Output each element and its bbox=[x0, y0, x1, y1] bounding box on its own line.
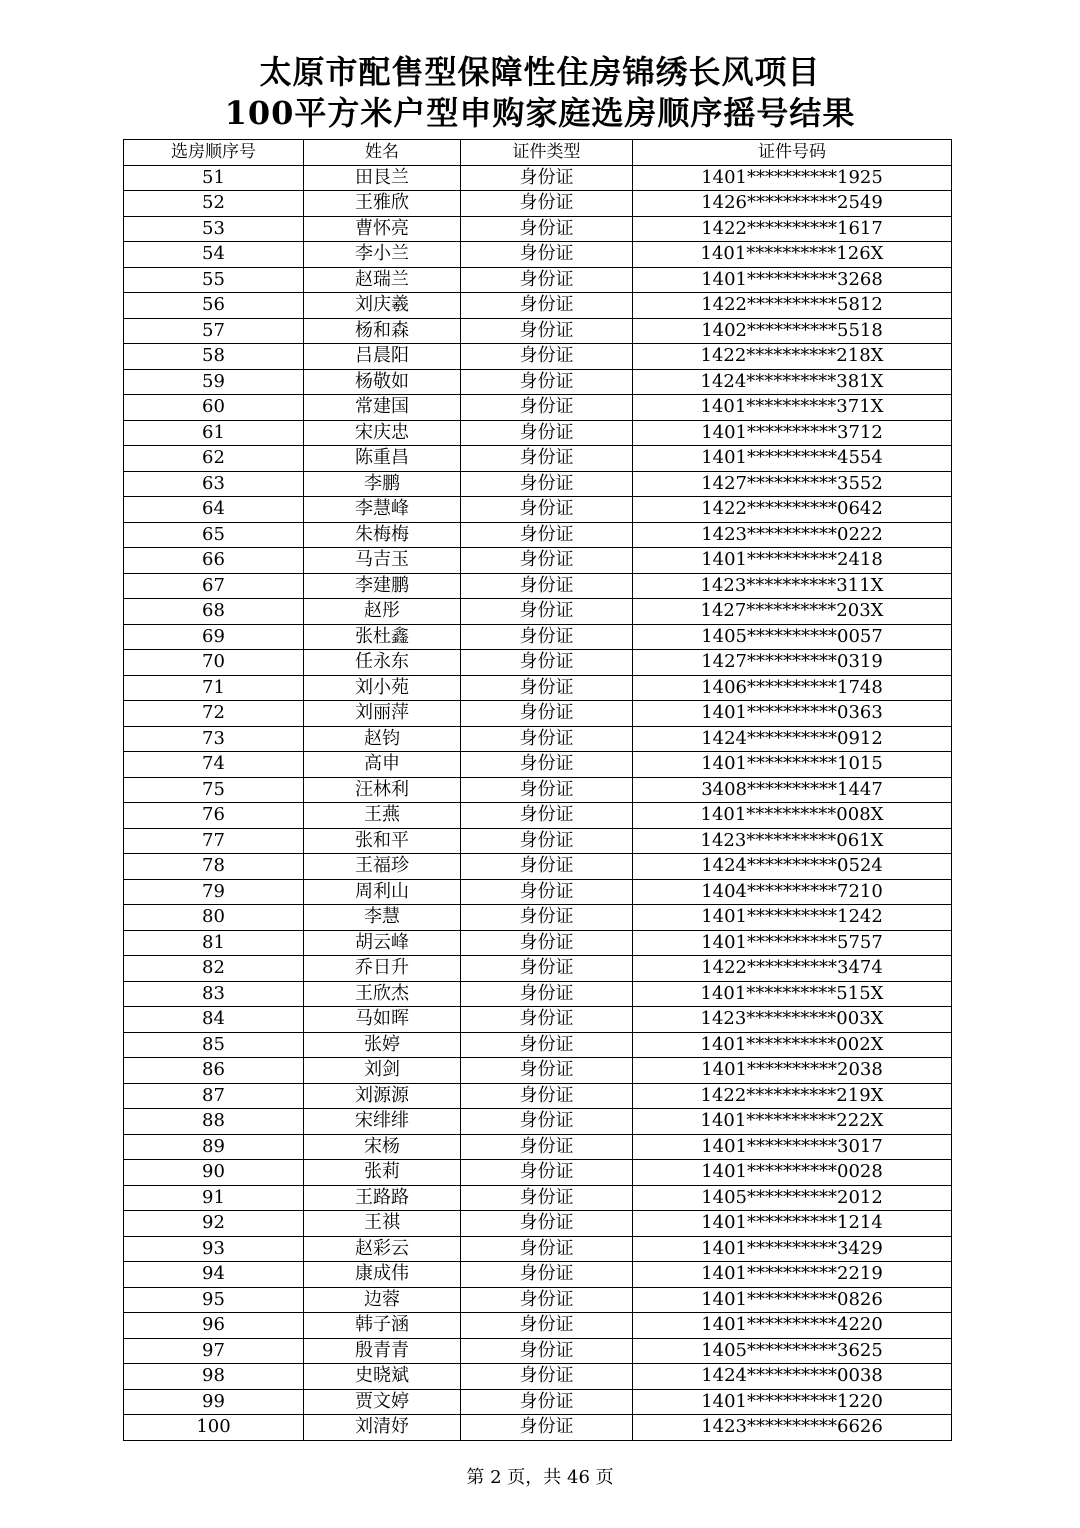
order-number-cell: 52 bbox=[124, 191, 304, 217]
id-type-cell: 身份证 bbox=[461, 599, 633, 625]
id-type-cell: 身份证 bbox=[461, 497, 633, 523]
table-row bbox=[124, 1415, 952, 1441]
name-cell: 张和平 bbox=[304, 828, 461, 854]
id-number-cell: 1423**********003X bbox=[633, 1007, 952, 1033]
id-type-cell: 身份证 bbox=[461, 344, 633, 370]
order-number-cell: 92 bbox=[124, 1211, 304, 1237]
id-number-cell: 1401**********2038 bbox=[633, 1058, 952, 1084]
id-type-cell: 身份证 bbox=[461, 1109, 633, 1135]
order-number-cell: 93 bbox=[124, 1236, 304, 1262]
id-type-cell: 身份证 bbox=[461, 216, 633, 242]
id-number-cell: 1423**********311X bbox=[633, 573, 952, 599]
name-cell: 吕晨阳 bbox=[304, 344, 461, 370]
name-cell: 高申 bbox=[304, 752, 461, 778]
table-row bbox=[124, 369, 952, 395]
order-number-cell: 89 bbox=[124, 1134, 304, 1160]
id-number-cell: 1424**********0038 bbox=[633, 1364, 952, 1390]
id-number-cell: 1401**********0028 bbox=[633, 1160, 952, 1186]
name-cell: 康成伟 bbox=[304, 1262, 461, 1288]
name-cell: 常建国 bbox=[304, 395, 461, 421]
header-id-number: 证件号码 bbox=[633, 140, 952, 166]
order-number-cell: 64 bbox=[124, 497, 304, 523]
name-cell: 李鹏 bbox=[304, 471, 461, 497]
order-number-cell: 74 bbox=[124, 752, 304, 778]
id-type-cell: 身份证 bbox=[461, 726, 633, 752]
name-cell: 马吉玉 bbox=[304, 548, 461, 574]
page-number-footer: 第 2 页，共 46 页 bbox=[466, 1467, 614, 1488]
order-number-cell: 100 bbox=[124, 1415, 304, 1441]
id-number-cell: 1427**********203X bbox=[633, 599, 952, 625]
order-number-cell: 88 bbox=[124, 1109, 304, 1135]
table-row bbox=[124, 318, 952, 344]
name-cell: 边蓉 bbox=[304, 1287, 461, 1313]
id-number-cell: 1401**********2219 bbox=[633, 1262, 952, 1288]
order-number-cell: 82 bbox=[124, 956, 304, 982]
id-type-cell: 身份证 bbox=[461, 1083, 633, 1109]
name-cell: 张婷 bbox=[304, 1032, 461, 1058]
table-row bbox=[124, 1338, 952, 1364]
order-number-cell: 94 bbox=[124, 1262, 304, 1288]
order-number-cell: 73 bbox=[124, 726, 304, 752]
id-number-cell: 1401**********3268 bbox=[633, 267, 952, 293]
id-number-cell: 1401**********4220 bbox=[633, 1313, 952, 1339]
id-type-cell: 身份证 bbox=[461, 981, 633, 1007]
table-row bbox=[124, 1032, 952, 1058]
id-number-cell: 1404**********7210 bbox=[633, 879, 952, 905]
id-number-cell: 1401**********002X bbox=[633, 1032, 952, 1058]
order-number-cell: 62 bbox=[124, 446, 304, 472]
table-row bbox=[124, 1236, 952, 1262]
id-type-cell: 身份证 bbox=[461, 548, 633, 574]
id-number-cell: 1401**********4554 bbox=[633, 446, 952, 472]
header-id-type: 证件类型 bbox=[461, 140, 633, 166]
name-cell: 李慧 bbox=[304, 905, 461, 931]
id-type-cell: 身份证 bbox=[461, 1134, 633, 1160]
table-row bbox=[124, 420, 952, 446]
id-number-cell: 1405**********2012 bbox=[633, 1185, 952, 1211]
table-row bbox=[124, 1185, 952, 1211]
table-row bbox=[124, 267, 952, 293]
name-cell: 宋庆忠 bbox=[304, 420, 461, 446]
order-number-cell: 58 bbox=[124, 344, 304, 370]
order-number-cell: 76 bbox=[124, 803, 304, 829]
name-cell: 朱梅梅 bbox=[304, 522, 461, 548]
name-cell: 汪林利 bbox=[304, 777, 461, 803]
table-row bbox=[124, 1211, 952, 1237]
table-row bbox=[124, 701, 952, 727]
header-order-number: 选房顺序号 bbox=[124, 140, 304, 166]
id-type-cell: 身份证 bbox=[461, 522, 633, 548]
order-number-cell: 78 bbox=[124, 854, 304, 880]
header-name: 姓名 bbox=[304, 140, 461, 166]
id-number-cell: 1405**********0057 bbox=[633, 624, 952, 650]
table-row bbox=[124, 1389, 952, 1415]
name-cell: 宋绯绯 bbox=[304, 1109, 461, 1135]
name-cell: 王祺 bbox=[304, 1211, 461, 1237]
id-type-cell: 身份证 bbox=[461, 879, 633, 905]
id-number-cell: 1401**********3429 bbox=[633, 1236, 952, 1262]
name-cell: 杨和森 bbox=[304, 318, 461, 344]
id-type-cell: 身份证 bbox=[461, 701, 633, 727]
order-number-cell: 87 bbox=[124, 1083, 304, 1109]
id-number-cell: 1423**********6626 bbox=[633, 1415, 952, 1441]
name-cell: 王福珍 bbox=[304, 854, 461, 880]
id-type-cell: 身份证 bbox=[461, 1338, 633, 1364]
order-number-cell: 61 bbox=[124, 420, 304, 446]
table-row bbox=[124, 1262, 952, 1288]
id-number-cell: 1424**********381X bbox=[633, 369, 952, 395]
name-cell: 李建鹏 bbox=[304, 573, 461, 599]
order-number-cell: 66 bbox=[124, 548, 304, 574]
id-type-cell: 身份证 bbox=[461, 956, 633, 982]
name-cell: 胡云峰 bbox=[304, 930, 461, 956]
name-cell: 周利山 bbox=[304, 879, 461, 905]
id-type-cell: 身份证 bbox=[461, 1160, 633, 1186]
name-cell: 杨敬如 bbox=[304, 369, 461, 395]
table-row bbox=[124, 777, 952, 803]
id-type-cell: 身份证 bbox=[461, 573, 633, 599]
name-cell: 张杜鑫 bbox=[304, 624, 461, 650]
table-row bbox=[124, 930, 952, 956]
id-type-cell: 身份证 bbox=[461, 446, 633, 472]
id-type-cell: 身份证 bbox=[461, 420, 633, 446]
order-number-cell: 75 bbox=[124, 777, 304, 803]
id-number-cell: 1406**********1748 bbox=[633, 675, 952, 701]
id-number-cell: 1422**********218X bbox=[633, 344, 952, 370]
table-row bbox=[124, 522, 952, 548]
name-cell: 刘小苑 bbox=[304, 675, 461, 701]
table-row bbox=[124, 905, 952, 931]
id-type-cell: 身份证 bbox=[461, 1389, 633, 1415]
id-type-cell: 身份证 bbox=[461, 930, 633, 956]
name-cell: 张莉 bbox=[304, 1160, 461, 1186]
name-cell: 李慧峰 bbox=[304, 497, 461, 523]
order-number-cell: 77 bbox=[124, 828, 304, 854]
order-number-cell: 59 bbox=[124, 369, 304, 395]
name-cell: 李小兰 bbox=[304, 242, 461, 268]
name-cell: 王路路 bbox=[304, 1185, 461, 1211]
id-number-cell: 1401**********371X bbox=[633, 395, 952, 421]
table-row bbox=[124, 828, 952, 854]
table-row bbox=[124, 726, 952, 752]
id-number-cell: 1401**********1015 bbox=[633, 752, 952, 778]
name-cell: 刘庆羲 bbox=[304, 293, 461, 319]
table-row bbox=[124, 956, 952, 982]
table-row bbox=[124, 1287, 952, 1313]
order-number-cell: 60 bbox=[124, 395, 304, 421]
id-type-cell: 身份证 bbox=[461, 242, 633, 268]
table-row bbox=[124, 1313, 952, 1339]
order-number-cell: 91 bbox=[124, 1185, 304, 1211]
id-type-cell: 身份证 bbox=[461, 752, 633, 778]
id-number-cell: 1401**********3712 bbox=[633, 420, 952, 446]
name-cell: 贾文婷 bbox=[304, 1389, 461, 1415]
name-cell: 乔日升 bbox=[304, 956, 461, 982]
id-type-cell: 身份证 bbox=[461, 1364, 633, 1390]
order-number-cell: 99 bbox=[124, 1389, 304, 1415]
lottery-results-table bbox=[123, 139, 952, 1441]
table-row bbox=[124, 803, 952, 829]
id-type-cell: 身份证 bbox=[461, 1007, 633, 1033]
id-type-cell: 身份证 bbox=[461, 777, 633, 803]
order-number-cell: 98 bbox=[124, 1364, 304, 1390]
order-number-cell: 90 bbox=[124, 1160, 304, 1186]
id-number-cell: 3408**********1447 bbox=[633, 777, 952, 803]
id-type-cell: 身份证 bbox=[461, 293, 633, 319]
id-number-cell: 1402**********5518 bbox=[633, 318, 952, 344]
id-number-cell: 1426**********2549 bbox=[633, 191, 952, 217]
id-number-cell: 1401**********3017 bbox=[633, 1134, 952, 1160]
order-number-cell: 57 bbox=[124, 318, 304, 344]
table-row bbox=[124, 293, 952, 319]
table-row bbox=[124, 650, 952, 676]
order-number-cell: 55 bbox=[124, 267, 304, 293]
id-type-cell: 身份证 bbox=[461, 1236, 633, 1262]
id-number-cell: 1401**********126X bbox=[633, 242, 952, 268]
id-type-cell: 身份证 bbox=[461, 1287, 633, 1313]
table-header-row bbox=[124, 140, 952, 166]
order-number-cell: 96 bbox=[124, 1313, 304, 1339]
order-number-cell: 69 bbox=[124, 624, 304, 650]
id-number-cell: 1401**********222X bbox=[633, 1109, 952, 1135]
id-number-cell: 1424**********0524 bbox=[633, 854, 952, 880]
table-row bbox=[124, 573, 952, 599]
name-cell: 任永东 bbox=[304, 650, 461, 676]
name-cell: 史晓斌 bbox=[304, 1364, 461, 1390]
id-number-cell: 1401**********2418 bbox=[633, 548, 952, 574]
id-number-cell: 1401**********008X bbox=[633, 803, 952, 829]
id-number-cell: 1401**********0363 bbox=[633, 701, 952, 727]
table-row bbox=[124, 1007, 952, 1033]
id-type-cell: 身份证 bbox=[461, 318, 633, 344]
id-type-cell: 身份证 bbox=[461, 1415, 633, 1441]
id-type-cell: 身份证 bbox=[461, 803, 633, 829]
id-type-cell: 身份证 bbox=[461, 1032, 633, 1058]
id-number-cell: 1422**********1617 bbox=[633, 216, 952, 242]
table-row bbox=[124, 446, 952, 472]
id-number-cell: 1424**********0912 bbox=[633, 726, 952, 752]
table-row bbox=[124, 675, 952, 701]
name-cell: 王燕 bbox=[304, 803, 461, 829]
id-type-cell: 身份证 bbox=[461, 624, 633, 650]
id-number-cell: 1401**********1214 bbox=[633, 1211, 952, 1237]
id-type-cell: 身份证 bbox=[461, 369, 633, 395]
order-number-cell: 84 bbox=[124, 1007, 304, 1033]
name-cell: 殷青青 bbox=[304, 1338, 461, 1364]
id-number-cell: 1422**********5812 bbox=[633, 293, 952, 319]
order-number-cell: 63 bbox=[124, 471, 304, 497]
table-row bbox=[124, 497, 952, 523]
id-number-cell: 1401**********515X bbox=[633, 981, 952, 1007]
order-number-cell: 51 bbox=[124, 165, 304, 191]
id-type-cell: 身份证 bbox=[461, 395, 633, 421]
table-row bbox=[124, 242, 952, 268]
table-row bbox=[124, 1058, 952, 1084]
table-body bbox=[124, 165, 952, 1440]
id-number-cell: 1401**********1925 bbox=[633, 165, 952, 191]
id-number-cell: 1427**********3552 bbox=[633, 471, 952, 497]
table-row bbox=[124, 879, 952, 905]
id-type-cell: 身份证 bbox=[461, 1058, 633, 1084]
id-number-cell: 1401**********0826 bbox=[633, 1287, 952, 1313]
order-number-cell: 67 bbox=[124, 573, 304, 599]
table-row bbox=[124, 624, 952, 650]
order-number-cell: 97 bbox=[124, 1338, 304, 1364]
name-cell: 马如晖 bbox=[304, 1007, 461, 1033]
order-number-cell: 53 bbox=[124, 216, 304, 242]
table-row bbox=[124, 344, 952, 370]
page-title-line-1: 太原市配售型保障性住房锦绣长风项目 bbox=[259, 53, 821, 91]
id-number-cell: 1422**********219X bbox=[633, 1083, 952, 1109]
id-type-cell: 身份证 bbox=[461, 471, 633, 497]
table-row bbox=[124, 395, 952, 421]
table-row bbox=[124, 599, 952, 625]
order-number-cell: 56 bbox=[124, 293, 304, 319]
page-title-line-2: 100平方米户型申购家庭选房顺序摇号结果 bbox=[224, 94, 856, 132]
order-number-cell: 70 bbox=[124, 650, 304, 676]
name-cell: 赵瑞兰 bbox=[304, 267, 461, 293]
id-type-cell: 身份证 bbox=[461, 1185, 633, 1211]
id-type-cell: 身份证 bbox=[461, 828, 633, 854]
table-row bbox=[124, 1364, 952, 1390]
name-cell: 赵彩云 bbox=[304, 1236, 461, 1262]
order-number-cell: 80 bbox=[124, 905, 304, 931]
id-type-cell: 身份证 bbox=[461, 650, 633, 676]
name-cell: 曹怀亮 bbox=[304, 216, 461, 242]
order-number-cell: 72 bbox=[124, 701, 304, 727]
id-type-cell: 身份证 bbox=[461, 165, 633, 191]
id-number-cell: 1422**********3474 bbox=[633, 956, 952, 982]
order-number-cell: 79 bbox=[124, 879, 304, 905]
id-type-cell: 身份证 bbox=[461, 267, 633, 293]
name-cell: 王欣杰 bbox=[304, 981, 461, 1007]
order-number-cell: 83 bbox=[124, 981, 304, 1007]
name-cell: 陈重昌 bbox=[304, 446, 461, 472]
order-number-cell: 54 bbox=[124, 242, 304, 268]
table-row bbox=[124, 165, 952, 191]
id-number-cell: 1427**********0319 bbox=[633, 650, 952, 676]
id-number-cell: 1423**********0222 bbox=[633, 522, 952, 548]
order-number-cell: 71 bbox=[124, 675, 304, 701]
id-type-cell: 身份证 bbox=[461, 1313, 633, 1339]
table-row bbox=[124, 1134, 952, 1160]
id-type-cell: 身份证 bbox=[461, 854, 633, 880]
order-number-cell: 68 bbox=[124, 599, 304, 625]
table-row bbox=[124, 191, 952, 217]
name-cell: 刘源源 bbox=[304, 1083, 461, 1109]
order-number-cell: 65 bbox=[124, 522, 304, 548]
name-cell: 田艮兰 bbox=[304, 165, 461, 191]
name-cell: 刘清妤 bbox=[304, 1415, 461, 1441]
id-type-cell: 身份证 bbox=[461, 191, 633, 217]
id-type-cell: 身份证 bbox=[461, 905, 633, 931]
id-number-cell: 1422**********0642 bbox=[633, 497, 952, 523]
id-type-cell: 身份证 bbox=[461, 675, 633, 701]
name-cell: 韩子涵 bbox=[304, 1313, 461, 1339]
table-row bbox=[124, 548, 952, 574]
table-row bbox=[124, 1109, 952, 1135]
order-number-cell: 95 bbox=[124, 1287, 304, 1313]
name-cell: 王雅欣 bbox=[304, 191, 461, 217]
order-number-cell: 85 bbox=[124, 1032, 304, 1058]
table-row bbox=[124, 752, 952, 778]
name-cell: 赵彤 bbox=[304, 599, 461, 625]
name-cell: 刘剑 bbox=[304, 1058, 461, 1084]
table-row bbox=[124, 981, 952, 1007]
table-row bbox=[124, 1083, 952, 1109]
name-cell: 宋杨 bbox=[304, 1134, 461, 1160]
id-number-cell: 1405**********3625 bbox=[633, 1338, 952, 1364]
id-number-cell: 1401**********5757 bbox=[633, 930, 952, 956]
table-row bbox=[124, 854, 952, 880]
id-number-cell: 1401**********1220 bbox=[633, 1389, 952, 1415]
table-row bbox=[124, 471, 952, 497]
table-row bbox=[124, 216, 952, 242]
name-cell: 刘丽萍 bbox=[304, 701, 461, 727]
id-type-cell: 身份证 bbox=[461, 1211, 633, 1237]
order-number-cell: 81 bbox=[124, 930, 304, 956]
name-cell: 赵钧 bbox=[304, 726, 461, 752]
table-row bbox=[124, 1160, 952, 1186]
id-number-cell: 1401**********1242 bbox=[633, 905, 952, 931]
order-number-cell: 86 bbox=[124, 1058, 304, 1084]
id-type-cell: 身份证 bbox=[461, 1262, 633, 1288]
id-number-cell: 1423**********061X bbox=[633, 828, 952, 854]
